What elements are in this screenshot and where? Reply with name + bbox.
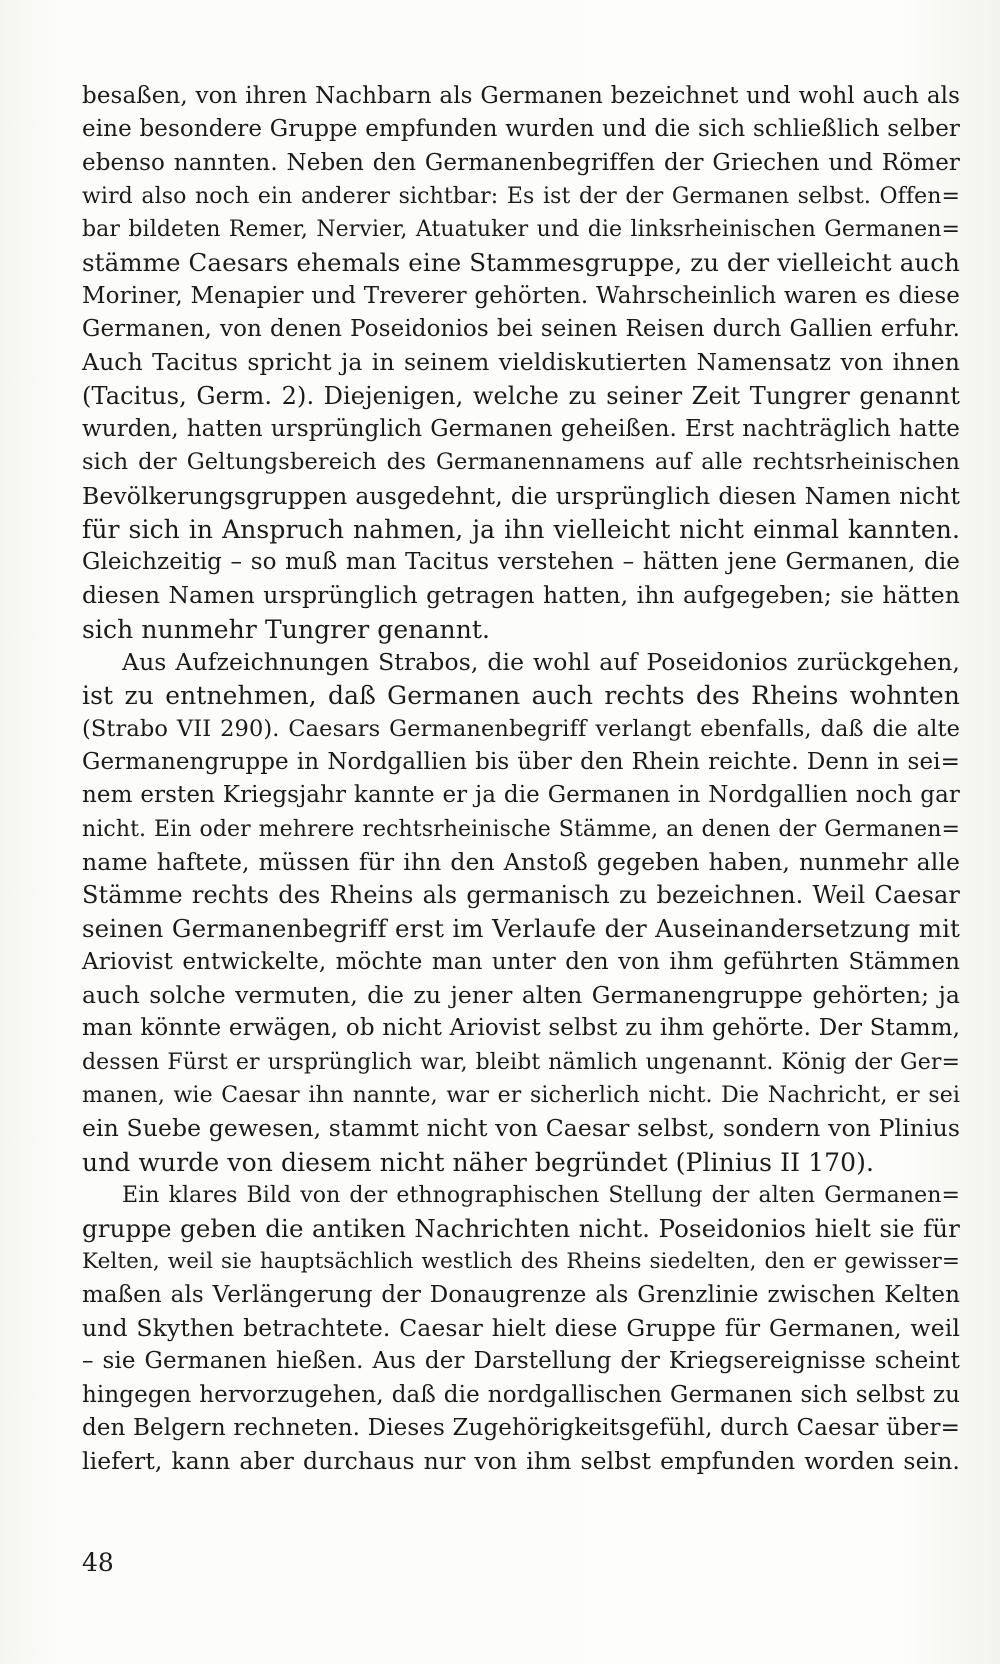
text-line: wurden, hatten ursprünglich Germanen geheißen. Erst nachträglich hatte	[82, 415, 960, 442]
text-line: – sie Germanen hießen. Aus der Darstellung der Kriegsereignisse scheint	[82, 1348, 960, 1375]
text-line: dessen Fürst er ursprünglich war, bleibt nämlich ungenannt. König der Ger=	[82, 1049, 960, 1075]
text-line: gruppe geben die antiken Nachrichten nicht. Poseidonios hielt sie für	[82, 1214, 960, 1244]
text-line: sich der Geltungsbereich des Germanennamens auf alle rechtsrheinischen	[82, 449, 960, 476]
text-line: (Tacitus, Germ. 2). Diejenigen, welche zu seiner Zeit Tungrer genannt	[82, 381, 960, 410]
text-line: Ein klares Bild von der ethnographischen Stellung der alten Germanen=	[122, 1182, 960, 1208]
text-line: manen, wie Caesar ihn nannte, war er sicherlich nicht. Die Nachricht, er sei	[82, 1082, 960, 1108]
text-line: auch solche vermuten, die zu jener alten Germanengruppe gehörten; ja	[82, 981, 960, 1010]
text-line: ebenso nannten. Neben den Germanenbegriffen der Griechen und Römer	[82, 149, 960, 176]
text-line: Kelten, weil sie hauptsächlich westlich des Rheins siedelten, den er gewisser=	[82, 1249, 960, 1275]
text-line: (Strabo VII 290). Caesars Germanenbegriff verlangt ebenfalls, daß die alte	[82, 715, 960, 742]
text-line: hingegen hervorzugehen, daß die nordgallischen Germanen sich selbst zu	[82, 1381, 960, 1408]
text-line: Stämme rechts des Rheins als germanisch zu bezeichnen. Weil Caesar	[82, 881, 960, 910]
text-line: und wurde von diesem nicht näher begründet (Plinius II 170).	[82, 1147, 875, 1177]
text-line: stämme Caesars ehemals eine Stammesgruppe, zu der vielleicht auch	[82, 248, 960, 278]
text-line: Bevölkerungsgruppen ausgedehnt, die ursprünglich diesen Namen nicht	[82, 481, 960, 510]
text-line: Aus Aufzeichnungen Strabos, die wohl auf Poseidonios zurückgehen,	[122, 648, 960, 677]
text-line: ein Suebe gewesen, stammt nicht von Caesar selbst, sondern von Plinius	[82, 1114, 960, 1143]
text-line: maßen als Verlängerung der Donaugrenze als Grenzlinie zwischen Kelten	[82, 1281, 960, 1308]
text-line: liefert, kann aber durchaus nur von ihm selbst empfunden worden sein.	[82, 1447, 960, 1476]
text-line: Auch Tacitus spricht ja in seinem vieldiskutierten Namensatz von ihnen	[82, 348, 960, 377]
text-line: Germanengruppe in Nordgallien bis über den Rhein reichte. Denn in sei=	[82, 748, 960, 775]
text-line: Germanen, von denen Poseidonios bei seinen Reisen durch Gallien erfuhr.	[82, 316, 960, 343]
text-line: nicht. Ein oder mehrere rechtsrheinische Stämme, an denen der Germanen=	[82, 816, 960, 842]
text-line: Gleichzeitig – so muß man Tacitus verstehen – hätten jene Germanen, die	[82, 549, 960, 576]
text-line: eine besondere Gruppe empfunden wurden und die sich schließlich selber	[82, 116, 960, 143]
text-line: wird also noch ein anderer sichtbar: Es ist der der Germanen selbst. Offen=	[82, 183, 960, 209]
text-line: Moriner, Menapier und Treverer gehörten. Wahrscheinlich waren es diese	[82, 282, 960, 309]
text-line: sich nunmehr Tungrer genannt.	[82, 614, 491, 644]
text-line: bar bildeten Remer, Nervier, Atuatuker und die linksrheinischen Germanen=	[82, 217, 960, 243]
text-line: ist zu entnehmen, daß Germanen auch rechts des Rheins wohnten	[82, 681, 960, 711]
text-line: Ariovist entwickelte, möchte man unter den von ihm geführten Stämmen	[82, 948, 960, 975]
body-text	[82, 80, 960, 1478]
text-line: name haftete, müssen für ihn den Anstoß gegeben haben, nunmehr alle	[82, 847, 960, 876]
text-line: für sich in Anspruch nahmen, ja ihn vielleicht nicht einmal kannten.	[82, 514, 960, 544]
text-line: und Skythen betrachtete. Caesar hielt diese Gruppe für Germanen, weil	[82, 1313, 960, 1342]
text-line: man könnte erwägen, ob nicht Ariovist selbst zu ihm gehörte. Der Stamm,	[82, 1015, 960, 1042]
text-line: diesen Namen ursprünglich getragen hatten, ihn aufgegeben; sie hätten	[82, 581, 960, 610]
page-number: 48	[82, 1548, 114, 1577]
text-line: den Belgern rechneten. Dieses Zugehörigkeitsgefühl, durch Caesar über=	[82, 1414, 960, 1441]
text-line: seinen Germanenbegriff erst im Verlaufe der Auseinandersetzung mit	[82, 914, 960, 944]
text-line: nem ersten Kriegsjahr kannte er ja die Germanen in Nordgallien noch gar	[82, 782, 960, 809]
text-line: besaßen, von ihren Nachbarn als Germanen bezeichnet und wohl auch als	[82, 83, 960, 109]
